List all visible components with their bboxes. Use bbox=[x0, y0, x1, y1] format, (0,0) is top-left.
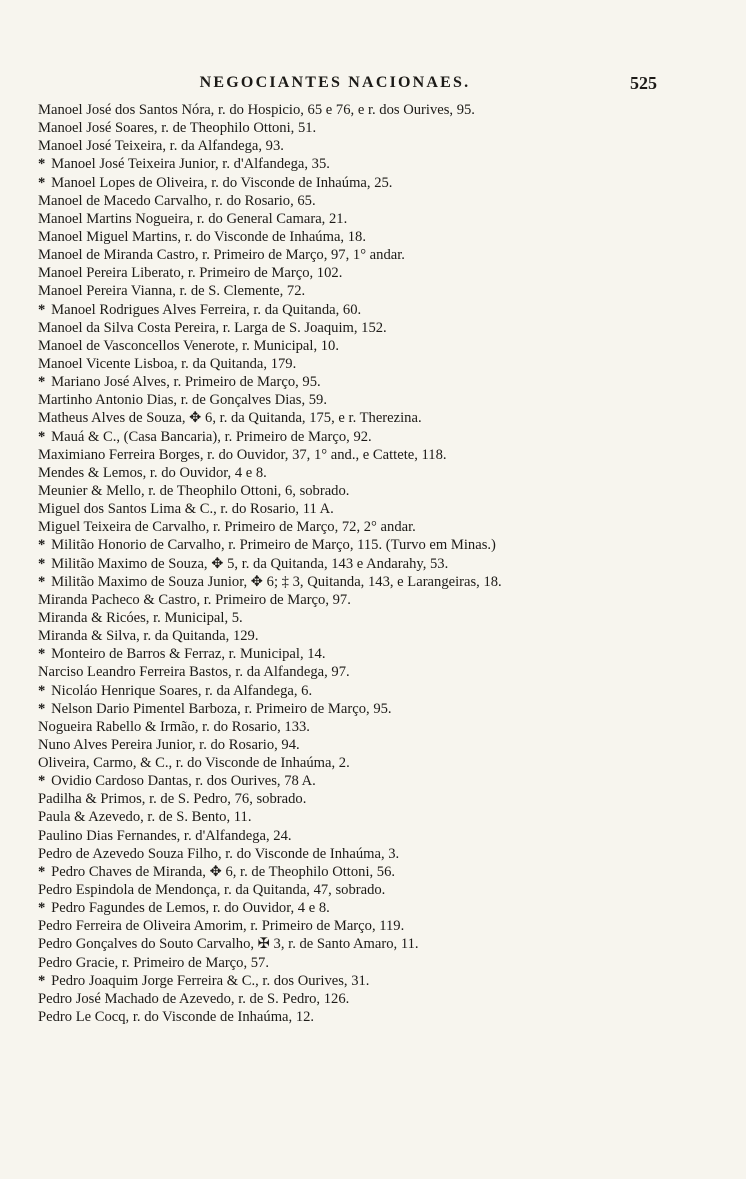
merchant-entry-text: Manoel Pereira Liberato, r. Primeiro de Março, 102. bbox=[38, 265, 343, 282]
merchant-entry-text: Pedro de Azevedo Souza Filho, r. do Visconde de Inhaúma, 3. bbox=[38, 845, 400, 862]
merchant-entry bbox=[38, 155, 708, 173]
merchant-entry bbox=[38, 192, 708, 210]
merchant-entry bbox=[38, 754, 708, 772]
merchant-entry-text: Martinho Antonio Dias, r. de Gonçalves Dias, 59. bbox=[38, 392, 327, 409]
merchant-entry-text: Oliveira, Carmo, & C., r. do Visconde de Inhaúma, 2. bbox=[38, 755, 350, 772]
merchant-entry bbox=[38, 337, 708, 355]
merchant-entry-text: Pedro José Machado de Azevedo, r. de S. Pedro, 126. bbox=[38, 990, 350, 1007]
merchant-entry bbox=[38, 700, 708, 718]
merchant-entry-text: Mariano José Alves, r. Primeiro de Março, 95. bbox=[51, 374, 321, 391]
merchant-entry bbox=[38, 101, 708, 119]
merchant-entry bbox=[38, 827, 708, 845]
merchant-entry-text: Pedro Le Cocq, r. do Visconde de Inhaúma, 12. bbox=[38, 1009, 315, 1026]
merchant-entry-text: Militão Honorio de Carvalho, r. Primeiro de Março, 115. (Turvo em Minas.) bbox=[51, 537, 496, 554]
merchant-entry bbox=[38, 772, 708, 790]
merchant-entry-text: Nogueira Rabello & Irmão, r. do Rosario, 133. bbox=[38, 718, 310, 735]
merchant-entry-text: Manoel de Miranda Castro, r. Primeiro de Março, 97, 1° andar. bbox=[38, 247, 405, 264]
merchant-entry bbox=[38, 482, 708, 500]
merchant-entry-text: Manoel Martins Nogueira, r. do General Camara, 21. bbox=[38, 210, 348, 227]
merchant-entry bbox=[38, 573, 708, 591]
asterisk-marker: * bbox=[38, 301, 46, 318]
asterisk-marker: * bbox=[38, 682, 46, 699]
page-header bbox=[0, 74, 746, 98]
merchant-entry-text: Maximiano Ferreira Borges, r. do Ouvidor, 37, 1° and., e Cattete, 118. bbox=[38, 446, 447, 463]
merchant-entry-text: Manoel Miguel Martins, r. do Visconde de Inhaúma, 18. bbox=[38, 228, 366, 245]
merchant-entry bbox=[38, 264, 708, 282]
merchant-entry bbox=[38, 228, 708, 246]
merchant-entry bbox=[38, 808, 708, 826]
merchant-entry-text: Nuno Alves Pereira Junior, r. do Rosario, 94. bbox=[38, 736, 300, 753]
merchant-entry bbox=[38, 391, 708, 409]
merchant-entry bbox=[38, 790, 708, 808]
merchant-entry-text: Paulino Dias Fernandes, r. d'Alfandega, 24. bbox=[38, 827, 292, 844]
merchant-entry-text: Manoel José Soares, r. de Theophilo Ottoni, 51. bbox=[38, 120, 317, 137]
merchant-entry bbox=[38, 464, 708, 482]
merchant-entry bbox=[38, 736, 708, 754]
merchant-entry bbox=[38, 246, 708, 264]
merchant-entry-text: Narciso Leandro Ferreira Bastos, r. da Alfandega, 97. bbox=[38, 664, 350, 681]
merchant-entry bbox=[38, 282, 708, 300]
merchant-entry-text: Pedro Ferreira de Oliveira Amorim, r. Primeiro de Março, 119. bbox=[38, 918, 405, 935]
asterisk-marker: * bbox=[38, 174, 46, 191]
asterisk-marker: * bbox=[38, 156, 46, 173]
merchant-entry bbox=[38, 119, 708, 137]
merchant-entry bbox=[38, 500, 708, 518]
merchant-entry-text: Pedro Chaves de Miranda, ✥ 6, r. de Theophilo Ottoni, 56. bbox=[51, 863, 396, 880]
merchant-entry-text: Manoel José Teixeira, r. da Alfandega, 93. bbox=[38, 138, 284, 155]
merchant-entry-text: Manoel da Silva Costa Pereira, r. Larga de S. Joaquim, 152. bbox=[38, 319, 387, 336]
merchant-entry bbox=[38, 663, 708, 681]
merchant-entry-text: Manoel Vicente Lisboa, r. da Quitanda, 179. bbox=[38, 355, 297, 372]
asterisk-marker: * bbox=[38, 573, 46, 590]
merchant-entry-text: Pedro Gracie, r. Primeiro de Março, 57. bbox=[38, 954, 269, 971]
merchant-entry-text: Miguel dos Santos Lima & C., r. do Rosario, 11 A. bbox=[38, 501, 334, 518]
merchant-entry bbox=[38, 591, 708, 609]
merchant-entry bbox=[38, 210, 708, 228]
merchant-entry bbox=[38, 518, 708, 536]
asterisk-marker: * bbox=[38, 646, 46, 663]
merchant-entry-text: Manoel de Macedo Carvalho, r. do Rosario, 65. bbox=[38, 192, 316, 209]
merchant-entry bbox=[38, 174, 708, 192]
merchant-entry bbox=[38, 863, 708, 881]
merchant-entry-text: Manoel Lopes de Oliveira, r. do Visconde de Inhaúma, 25. bbox=[51, 174, 393, 191]
asterisk-marker: * bbox=[38, 863, 46, 880]
merchant-entry-text: Manoel José dos Santos Nóra, r. do Hospicio, 65 e 76, e r. dos Ourives, 95. bbox=[38, 102, 475, 118]
merchant-entry-text: Miguel Teixeira de Carvalho, r. Primeiro de Março, 72, 2° andar. bbox=[38, 519, 416, 536]
merchant-entry bbox=[38, 972, 708, 990]
merchant-entry bbox=[38, 373, 708, 391]
merchant-entry-text: Nicoláo Henrique Soares, r. da Alfandega, 6. bbox=[51, 682, 313, 699]
merchant-entry bbox=[38, 1008, 708, 1026]
merchant-entry-text: Pedro Espindola de Mendonça, r. da Quitanda, 47, sobrado. bbox=[38, 882, 386, 899]
merchant-entry-text: Manoel Pereira Vianna, r. de S. Clemente, 72. bbox=[38, 283, 306, 300]
page-number: 525 bbox=[630, 73, 657, 93]
asterisk-marker: * bbox=[38, 428, 46, 445]
merchant-entry-text: Ovidio Cardoso Dantas, r. dos Ourives, 78 A. bbox=[51, 773, 316, 790]
merchant-entry-text: Manoel de Vasconcellos Venerote, r. Municipal, 10. bbox=[38, 337, 339, 354]
merchant-entry bbox=[38, 609, 708, 627]
merchant-entry-text: Meunier & Mello, r. de Theophilo Ottoni, 6, sobrado. bbox=[38, 482, 350, 499]
merchant-entry bbox=[38, 899, 708, 917]
merchant-entry bbox=[38, 990, 708, 1008]
merchant-entry-text: Nelson Dario Pimentel Barboza, r. Primeiro de Março, 95. bbox=[51, 700, 392, 717]
merchant-entry bbox=[38, 137, 708, 155]
merchant-entry bbox=[38, 319, 708, 337]
merchant-entry bbox=[38, 845, 708, 863]
merchant-entry-text: Manoel José Teixeira Junior, r. d'Alfandega, 35. bbox=[51, 156, 330, 173]
merchant-entry-text: Padilha & Primos, r. de S. Pedro, 76, sobrado. bbox=[38, 791, 307, 808]
merchant-entry-text: Pedro Fagundes de Lemos, r. do Ouvidor, 4 e 8. bbox=[51, 900, 330, 917]
merchant-entry-text: Militão Maximo de Souza, ✥ 5, r. da Quitanda, 143 e Andarahy, 53. bbox=[51, 555, 449, 572]
asterisk-marker: * bbox=[38, 700, 46, 717]
merchant-entry-text: Monteiro de Barros & Ferraz, r. Municipal, 14. bbox=[51, 646, 326, 663]
asterisk-marker: * bbox=[38, 374, 46, 391]
asterisk-marker: * bbox=[38, 972, 46, 989]
merchant-entry bbox=[38, 409, 708, 427]
merchant-entry bbox=[38, 935, 708, 953]
merchant-entry-text: Manoel Rodrigues Alves Ferreira, r. da Quitanda, 60. bbox=[51, 301, 362, 318]
merchant-entry-text: Mauá & C., (Casa Bancaria), r. Primeiro de Março, 92. bbox=[51, 428, 372, 445]
asterisk-marker: * bbox=[38, 537, 46, 554]
merchant-entry bbox=[38, 428, 708, 446]
merchant-entry bbox=[38, 954, 708, 972]
merchant-entry-text: Miranda Pacheco & Castro, r. Primeiro de Março, 97. bbox=[38, 591, 351, 608]
merchant-entry-text: Pedro Joaquim Jorge Ferreira & C., r. dos Ourives, 31. bbox=[51, 972, 370, 989]
merchant-entry bbox=[38, 627, 708, 645]
page-title: NEGOCIANTES NACIONAES. bbox=[199, 74, 471, 91]
merchant-entry-text: Miranda & Ricóes, r. Municipal, 5. bbox=[38, 609, 243, 626]
merchant-entry-text: Mendes & Lemos, r. do Ouvidor, 4 e 8. bbox=[38, 464, 267, 481]
merchant-entry-text: Paula & Azevedo, r. de S. Bento, 11. bbox=[38, 809, 252, 826]
merchant-entry bbox=[38, 446, 708, 464]
asterisk-marker: * bbox=[38, 773, 46, 790]
merchant-entry-text: Matheus Alves de Souza, ✥ 6, r. da Quitanda, 175, e r. Therezina. bbox=[38, 410, 422, 427]
merchant-entry bbox=[38, 536, 708, 554]
merchant-entry bbox=[38, 301, 708, 319]
merchant-entry bbox=[38, 555, 708, 573]
merchant-entry bbox=[38, 917, 708, 935]
merchant-entry bbox=[38, 718, 708, 736]
merchant-entry bbox=[38, 645, 708, 663]
merchant-list bbox=[38, 101, 708, 1026]
merchant-entry-text: Militão Maximo de Souza Junior, ✥ 6; ‡ 3, Quitanda, 143, e Larangeiras, 18. bbox=[51, 573, 502, 590]
merchant-entry-text: Miranda & Silva, r. da Quitanda, 129. bbox=[38, 628, 259, 645]
asterisk-marker: * bbox=[38, 900, 46, 917]
asterisk-marker: * bbox=[38, 555, 46, 572]
merchant-entry-text: Pedro Gonçalves do Souto Carvalho, ✠ 3, r. de Santo Amaro, 11. bbox=[38, 936, 419, 953]
merchant-entry bbox=[38, 682, 708, 700]
merchant-entry bbox=[38, 881, 708, 899]
merchant-entry bbox=[38, 355, 708, 373]
